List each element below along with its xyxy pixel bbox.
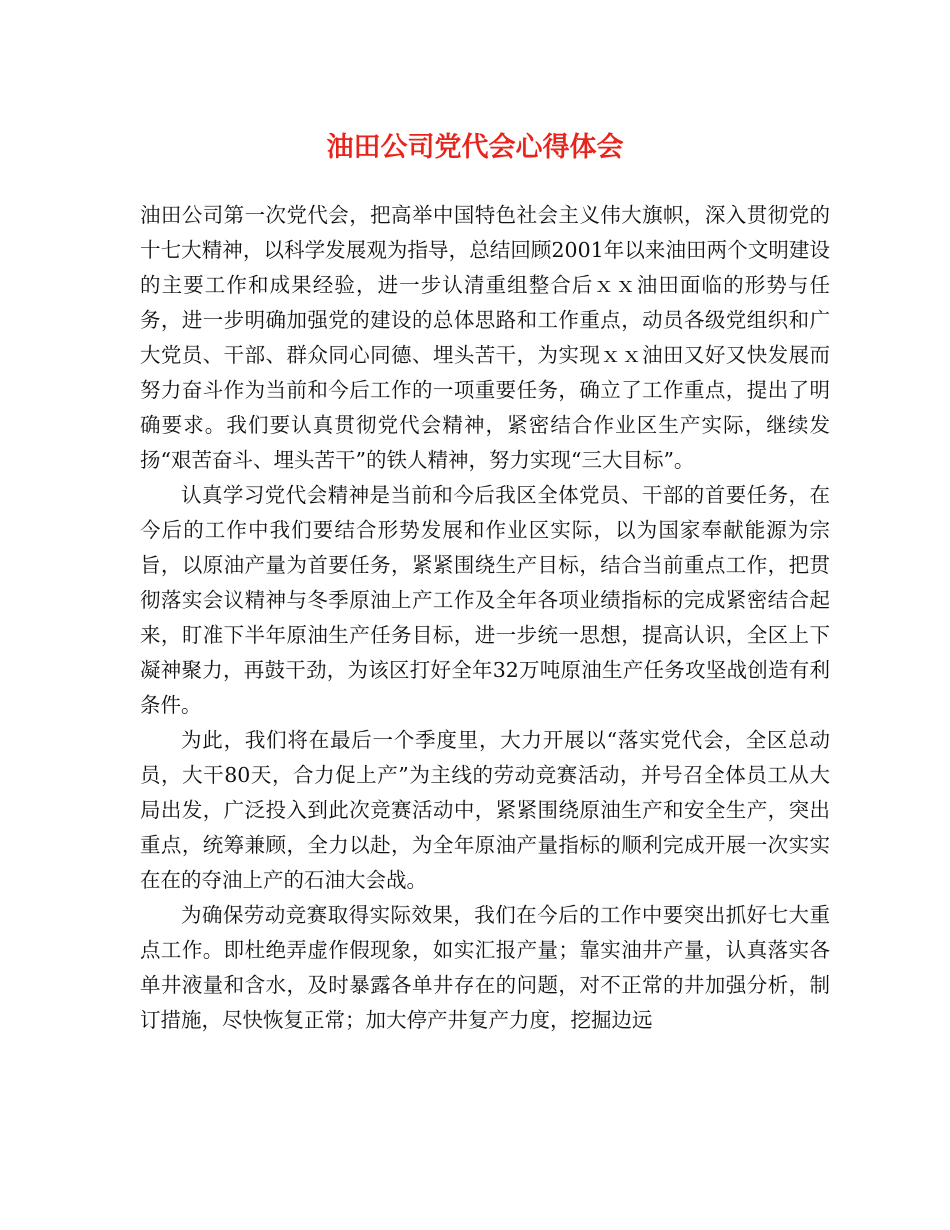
paragraph-3: 为此，我们将在最后一个季度里，大力开展以“落实党代会，全区总动员，大干80天，合力促上产”为主线的劳动竞赛活动，并号召全体员工从大局出发，广泛投入到此次竞赛活动中，紧紧围绕原油生产和安全生产，突出重点，统筹兼顾，全力以赴，为全年原油产量指标的顺利完成开展一次实实在在的夺油上产的石油大会战。: [140, 728, 830, 892]
document-title: 油田公司党代会心得体会: [326, 132, 624, 163]
paragraph-2: 认真学习党代会精神是当前和今后我区全体党员、干部的首要任务，在今后的工作中我们要结合形势发展和作业区实际，以为国家奉献能源为宗旨，以原油产量为首要任务，紧紧围绕生产目标，结合当前重点工作，把贯彻落实会议精神与冬季原油上产工作及全年各项业绩指标的完成紧密结合起来，盯准下半年原油生产任务目标，进一步统一思想，提高认识，全区上下凝神聚力，再鼓干劲，为该区打好全年32万吨原油生产任务攻坚战创造有利条件。: [140, 483, 830, 717]
document-body: [140, 198, 830, 1038]
paragraph-4: 为确保劳动竞赛取得实际效果，我们在今后的工作中要突出抓好七大重点工作。即杜绝弄虚作假现象，如实汇报产量；靠实油井产量，认真落实各单井液量和含水，及时暴露各单井存在的问题，对不正常的井加强分析，制订措施，尽快恢复正常；加大停产井复产力度，挖掘边远: [140, 903, 830, 1032]
paragraph-1: 油田公司第一次党代会，把高举中国特色社会主义伟大旗帜，深入贯彻党的十七大精神，以科学发展观为指导，总结回顾2001年以来油田两个文明建设的主要工作和成果经验，进一步认清重组整合后ｘｘ油田面临的形势与任务，进一步明确加强党的建设的总体思路和工作重点，动员各级党组织和广大党员、干部、群众同心同德、埋头苦干，为实现ｘｘ油田又好又快发展而努力奋斗作为当前和今后工作的一项重要任务，确立了工作重点，提出了明确要求。我们要认真贯彻党代会精神，紧密结合作业区生产实际，继续发扬“艰苦奋斗、埋头苦干”的铁人精神，努力实现“三大目标”。: [140, 203, 830, 472]
